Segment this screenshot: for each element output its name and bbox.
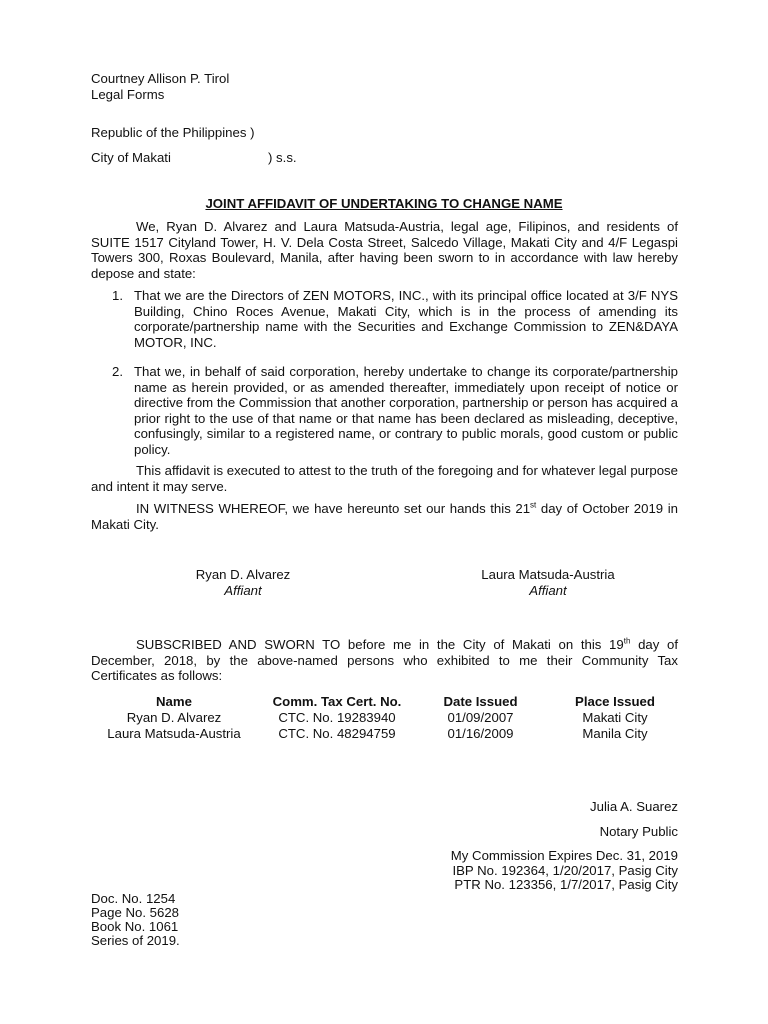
header-author: Courtney Allison P. Tirol (91, 71, 230, 86)
jurat-paragraph (91, 637, 678, 684)
table-cell: Laura Matsuda-Austria (107, 726, 241, 742)
item-number: 1. (112, 288, 123, 303)
affiant-name: Ryan D. Alvarez (195, 567, 291, 582)
item-text: That we, in behalf of said corporation, hereby undertake to change its corporate/partnership name as herein provided, or as amended thereafter, immediately upon receipt of notice or directive from the Commission that another corporation, partnership or person has acquired a prior right to the use of that name or that name has been declared as misleading, deceptive, confusingly, similar to a registered name, or contrary to public morals, good custom or public policy. (134, 364, 678, 457)
notary-ptr: PTR No. 123356, 1/7/2017, Pasig City (454, 877, 678, 892)
table-cell: Manila City (582, 726, 648, 742)
table-row (91, 726, 686, 742)
table-cell: 01/09/2007 (447, 710, 514, 726)
jurat-superscript: th (623, 636, 631, 646)
column-header: Name (156, 694, 192, 710)
list-item (112, 364, 678, 457)
jurat-text-before: SUBSCRIBED AND SWORN TO before me in the City of Makati on this 19 (136, 637, 624, 652)
notary-title: Notary Public (599, 824, 678, 839)
table-header-row (91, 694, 686, 710)
item-text: That we are the Directors of ZEN MOTORS, INC., with its principal office located at 3/F NYS Building, Chino Roces Avenue, Makati City, which is in the process of amending its corporate/partnership name with the Securities and Exchange Commission to ZEN&DAYA MOTOR, INC. (134, 288, 678, 350)
notary-ibp: IBP No. 192364, 1/20/2017, Pasig City (452, 863, 678, 878)
venue-republic: Republic of the Philippines ) (91, 125, 255, 140)
docket-page: Page No. 5628 (91, 905, 179, 920)
affiant-name: Laura Matsuda-Austria (481, 567, 615, 582)
table-cell: Makati City (582, 710, 648, 726)
venue-city: City of Makati (91, 150, 171, 165)
affiant-signature-2 (428, 567, 668, 598)
document-title: JOINT AFFIDAVIT OF UNDERTAKING TO CHANGE NAME (205, 196, 563, 211)
header-subtitle: Legal Forms (91, 87, 165, 102)
witness-text-after: day of October 2019 in Makati City. (91, 501, 678, 532)
docket-doc: Doc. No. 1254 (91, 891, 176, 906)
table-cell: Ryan D. Alvarez (126, 710, 222, 726)
jurat-text-after: day of December, 2018, by the above-named persons who exhibited to me their Community Tax Certificates as follows: (91, 637, 678, 683)
list-item (112, 288, 678, 350)
intro-paragraph: We, Ryan D. Alvarez and Laura Matsuda-Austria, legal age, Filipinos, and residents of SUITE 1517 Cityland Tower, H. V. Dela Costa Street, Salcedo Village, Makati City and 4/F Legaspi Towers 300, Roxas Boulevard, Manila, after having been sworn to in accordance with law hereby depose and state: (91, 219, 678, 281)
notary-name: Julia A. Suarez (590, 799, 678, 814)
column-header: Date Issued (443, 694, 518, 710)
table-cell: CTC. No. 19283940 (278, 710, 396, 726)
column-header: Comm. Tax Cert. No. (272, 694, 402, 710)
witness-superscript: st (530, 500, 537, 510)
affiant-signature-1 (123, 567, 363, 598)
table-row (91, 710, 686, 726)
table-cell: 01/16/2009 (447, 726, 514, 742)
affiant-role: Affiant (224, 582, 262, 598)
notary-commission: My Commission Expires Dec. 31, 2019 (450, 848, 678, 863)
witness-text-before: IN WITNESS WHEREOF, we have hereunto set our hands this 21 (136, 501, 531, 516)
venue-ss: ) s.s. (268, 150, 297, 165)
docket-book: Book No. 1061 (91, 919, 179, 934)
column-header: Place Issued (575, 694, 655, 710)
item-number: 2. (112, 364, 123, 379)
witness-paragraph (91, 501, 678, 532)
table-cell: CTC. No. 48294759 (278, 726, 396, 742)
docket-series: Series of 2019. (91, 933, 180, 948)
affiant-role: Affiant (529, 582, 567, 598)
ctc-table (91, 694, 686, 742)
attest-paragraph: This affidavit is executed to attest to the truth of the foregoing and for whatever legal purpose and intent it may serve. (91, 463, 678, 494)
